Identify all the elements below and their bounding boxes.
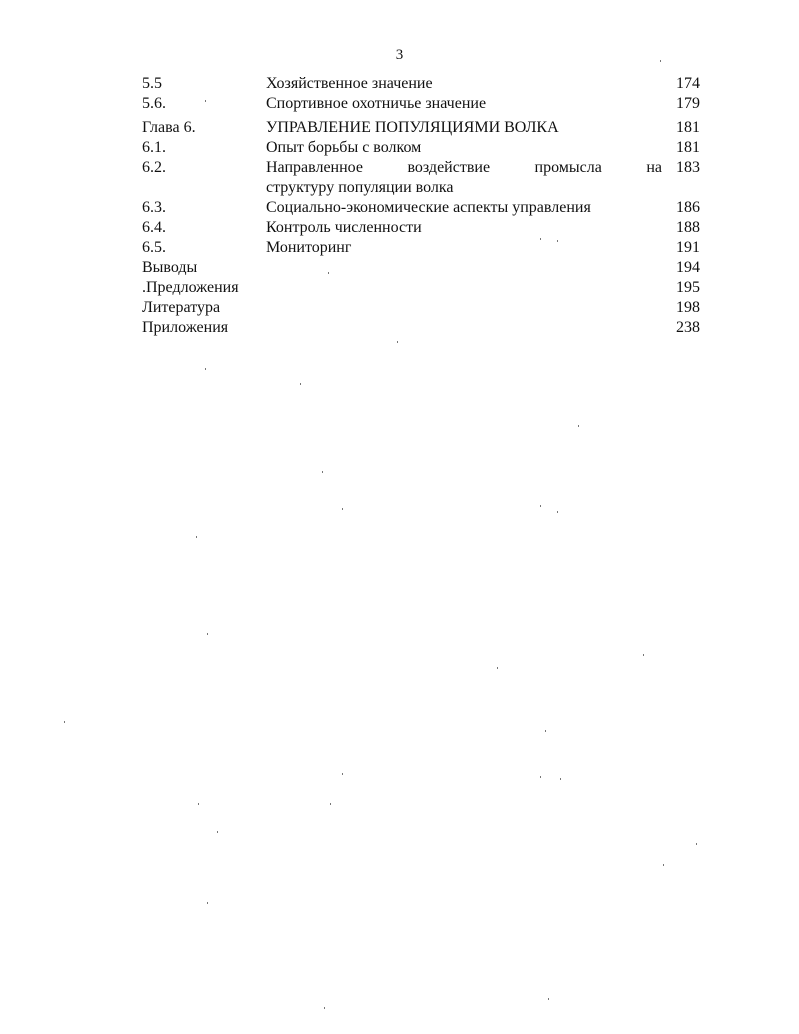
scan-speck <box>64 721 65 723</box>
toc-page: 181 <box>676 119 700 136</box>
scan-speck <box>557 511 558 513</box>
scan-speck <box>205 368 206 370</box>
toc-row <box>142 258 700 278</box>
scan-speck <box>548 998 549 1000</box>
toc-page: 183 <box>676 159 700 176</box>
toc-title: Хозяйственное значение <box>266 75 433 92</box>
scan-speck <box>330 803 331 805</box>
toc-number: Выводы <box>142 259 198 276</box>
scan-speck <box>328 272 329 274</box>
scan-speck <box>643 654 644 656</box>
toc-row <box>142 158 700 198</box>
toc-page: 188 <box>676 219 700 236</box>
toc-number: 6.3. <box>142 199 166 216</box>
toc-page: 191 <box>676 239 700 256</box>
scan-speck <box>663 864 664 866</box>
scan-speck <box>497 667 498 669</box>
toc-title: Контроль численности <box>266 219 422 236</box>
toc-number: 5.5 <box>142 75 162 92</box>
toc-number: 6.1. <box>142 139 166 156</box>
scan-speck <box>545 730 546 732</box>
scan-speck <box>540 776 541 778</box>
toc-title: Социально-экономические аспекты управления <box>266 199 591 216</box>
toc-page: 186 <box>676 199 700 216</box>
toc-row <box>142 278 700 298</box>
toc-page: 198 <box>676 299 700 316</box>
scan-speck <box>207 633 208 635</box>
scan-speck <box>217 831 218 833</box>
page-number: 3 <box>395 47 404 63</box>
scan-speck <box>324 1007 325 1009</box>
toc-title: Мониторинг <box>266 239 352 256</box>
table-of-contents <box>142 74 700 338</box>
scan-speck <box>198 803 199 805</box>
toc-page: 194 <box>676 259 700 276</box>
toc-number: 5.6. <box>142 95 166 112</box>
toc-page: 238 <box>676 319 700 336</box>
toc-page: 181 <box>676 139 700 156</box>
toc-number: 6.4. <box>142 219 166 236</box>
toc-number: 6.2. <box>142 159 166 176</box>
toc-row <box>142 198 700 218</box>
toc-number: Глава 6. <box>142 119 196 136</box>
scan-speck <box>397 341 398 343</box>
toc-number: Приложения <box>142 319 229 336</box>
toc-title <box>266 158 662 198</box>
toc-row <box>142 218 700 238</box>
scan-speck <box>540 238 541 240</box>
toc-row <box>142 118 700 138</box>
toc-page: 179 <box>676 95 700 112</box>
scan-speck <box>196 536 197 538</box>
toc-row <box>142 138 700 158</box>
toc-title-line: структуру популяции волка <box>266 179 454 196</box>
toc-title: Спортивное охотничье значение <box>266 95 487 112</box>
toc-page: 174 <box>676 75 700 92</box>
toc-row <box>142 94 700 114</box>
scan-speck <box>578 425 579 427</box>
scan-speck <box>342 773 343 775</box>
toc-row <box>142 74 700 94</box>
toc-number: Литература <box>142 299 221 316</box>
scan-speck <box>540 505 541 507</box>
toc-number: .Предложения <box>142 279 239 296</box>
scan-speck <box>205 100 206 102</box>
scan-speck <box>660 60 661 62</box>
scan-speck <box>696 843 697 845</box>
scan-speck <box>342 508 343 510</box>
toc-title: УПРАВЛЕНИЕ ПОПУЛЯЦИЯМИ ВОЛКА <box>266 119 559 136</box>
scan-speck <box>557 240 558 242</box>
toc-title: Опыт борьбы с волком <box>266 139 422 156</box>
scan-speck <box>322 471 323 473</box>
toc-number: 6.5. <box>142 239 166 256</box>
toc-title-line: Направленное воздействие промысла на <box>266 159 662 176</box>
scan-speck <box>207 902 208 904</box>
toc-row <box>142 318 700 338</box>
toc-row <box>142 298 700 318</box>
scan-speck <box>560 778 561 780</box>
toc-row <box>142 238 700 258</box>
toc-page: 195 <box>676 279 700 296</box>
scan-speck <box>300 383 301 385</box>
